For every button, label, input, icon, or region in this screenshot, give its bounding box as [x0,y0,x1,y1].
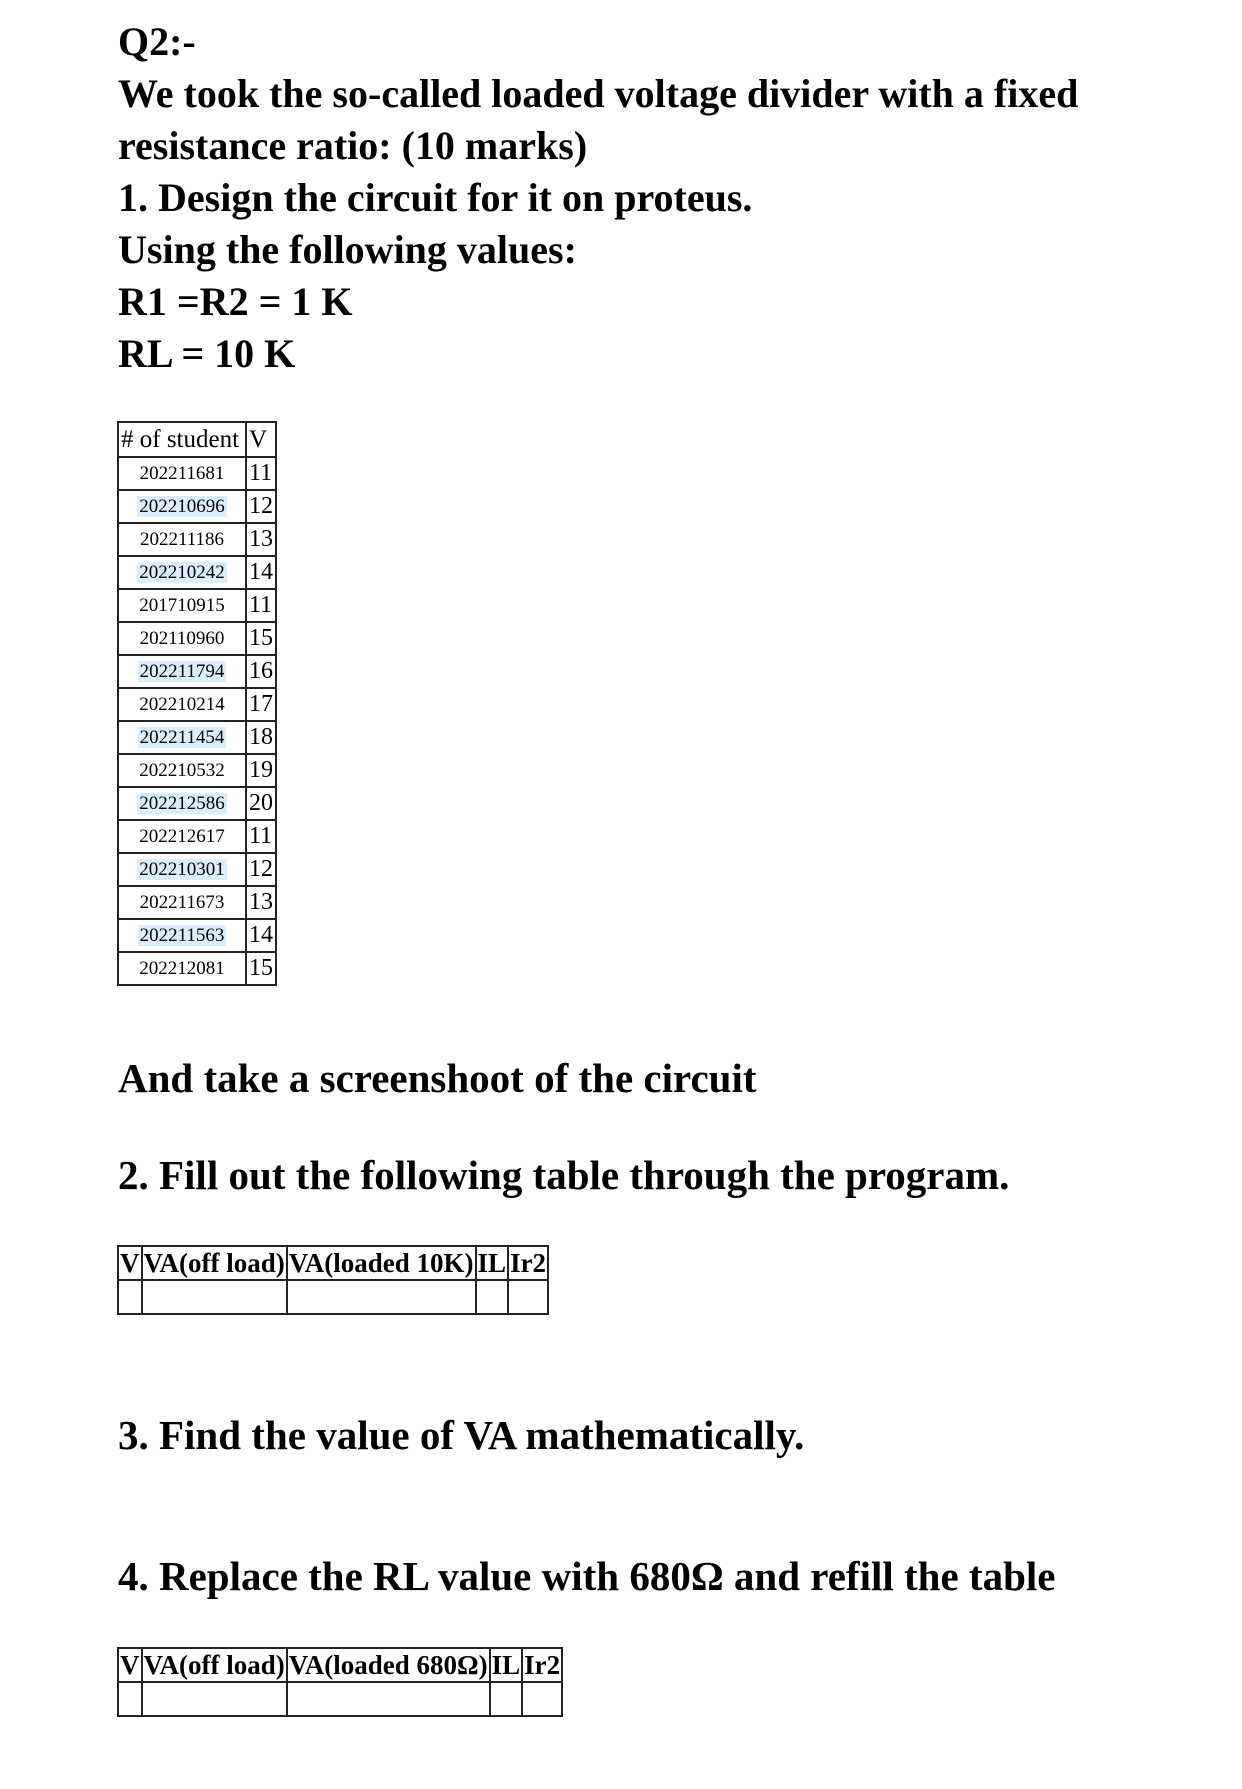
student-row [118,886,276,919]
student-row [118,490,276,523]
r-values-text: R1 =R2 = 1 K [118,279,353,324]
student-voltage: 11 [246,457,276,490]
student-voltage: 17 [246,688,276,721]
cell-il[interactable] [476,1280,509,1314]
cell-va-loaded[interactable] [287,1682,490,1716]
student-row [118,952,276,985]
student-id: 202211794 [139,660,225,682]
student-row [118,589,276,622]
student-id-cell [118,952,246,985]
col-v: V [118,1246,142,1280]
student-voltage: 15 [246,622,276,655]
student-voltage: 12 [246,853,276,886]
cell-v[interactable] [118,1280,142,1314]
screenshot-instruction: And take a screenshoot of the circuit [118,1055,757,1101]
col-v: V [118,1648,142,1682]
using-values-text: Using the following values: [118,227,577,272]
results-table-680 [117,1647,563,1717]
col-va-loaded: VA(loaded 680Ω) [287,1648,490,1682]
col-va-loaded: VA(loaded 10K) [287,1246,476,1280]
student-id: 202211673 [139,891,225,913]
student-id: 202110960 [139,627,225,649]
student-voltage: 11 [246,589,276,622]
student-id: 202210532 [139,759,225,781]
step-1-text: 1. Design the circuit for it on proteus. [118,175,753,220]
header-v: V [246,422,276,457]
student-row [118,457,276,490]
student-id-cell [118,919,246,952]
col-il: IL [476,1246,509,1280]
student-id-cell [118,820,246,853]
student-id-cell [118,490,246,523]
student-id: 202210696 [139,495,225,517]
student-id-cell [118,721,246,754]
student-voltage: 13 [246,886,276,919]
student-voltage: 19 [246,754,276,787]
intro-line-1: We took the so-called loaded voltage divider with a fixed [118,71,1079,116]
student-row [118,919,276,952]
student-row [118,523,276,556]
student-voltage: 14 [246,919,276,952]
question-label: Q2:- [118,19,196,64]
student-id: 202212081 [139,957,225,979]
col-ir2: Ir2 [508,1246,548,1280]
student-row [118,622,276,655]
student-id: 202210242 [139,561,225,583]
student-row [118,556,276,589]
step-4-text: 4. Replace the RL value with 680Ω and refill the table [118,1553,1056,1599]
cell-il[interactable] [490,1682,523,1716]
col-va-off-load: VA(off load) [142,1648,287,1682]
student-id: 202211186 [139,528,225,550]
col-il: IL [490,1648,523,1682]
cell-va-loaded[interactable] [287,1280,476,1314]
student-id-cell [118,589,246,622]
student-id: 202210301 [139,858,225,880]
header-student: # of student [118,422,246,457]
results-10k-empty-row [118,1280,548,1314]
student-id: 201710915 [139,594,225,616]
student-row [118,820,276,853]
student-id: 202212617 [139,825,225,847]
student-row [118,688,276,721]
student-row [118,721,276,754]
student-id: 202211454 [139,726,225,748]
cell-ir2[interactable] [508,1280,548,1314]
col-ir2: Ir2 [522,1648,562,1682]
cell-va-off-load[interactable] [142,1682,287,1716]
student-id-cell [118,622,246,655]
intro-line-2: resistance ratio: (10 marks) [118,123,588,168]
student-voltage: 20 [246,787,276,820]
student-id: 202212586 [139,792,225,814]
student-id-cell [118,457,246,490]
cell-v[interactable] [118,1682,142,1716]
student-id-cell [118,688,246,721]
student-voltage: 16 [246,655,276,688]
student-id: 202211563 [139,924,225,946]
student-id-cell [118,853,246,886]
student-id: 202210214 [139,693,225,715]
col-va-off-load: VA(off load) [142,1246,287,1280]
student-row [118,655,276,688]
results-10k-header [118,1246,548,1280]
step-2-text: 2. Fill out the following table through the program. [118,1152,1010,1198]
student-id: 202211681 [139,462,225,484]
student-id-cell [118,787,246,820]
student-row [118,787,276,820]
student-id-cell [118,655,246,688]
student-id-cell [118,886,246,919]
results-680-empty-row [118,1682,562,1716]
student-voltage: 15 [246,952,276,985]
rl-value-text: RL = 10 K [118,331,296,376]
student-row [118,754,276,787]
student-id-cell [118,556,246,589]
cell-va-off-load[interactable] [142,1280,287,1314]
results-table-10k [117,1245,549,1315]
student-voltage: 14 [246,556,276,589]
step-3-text: 3. Find the value of VA mathematically. [118,1412,805,1458]
student-voltage: 12 [246,490,276,523]
cell-ir2[interactable] [522,1682,562,1716]
student-id-cell [118,754,246,787]
student-voltage-table [117,421,277,986]
student-id-cell [118,523,246,556]
student-row [118,853,276,886]
student-table-header [118,422,276,457]
student-voltage: 13 [246,523,276,556]
student-voltage: 18 [246,721,276,754]
student-voltage: 11 [246,820,276,853]
results-680-header [118,1648,562,1682]
